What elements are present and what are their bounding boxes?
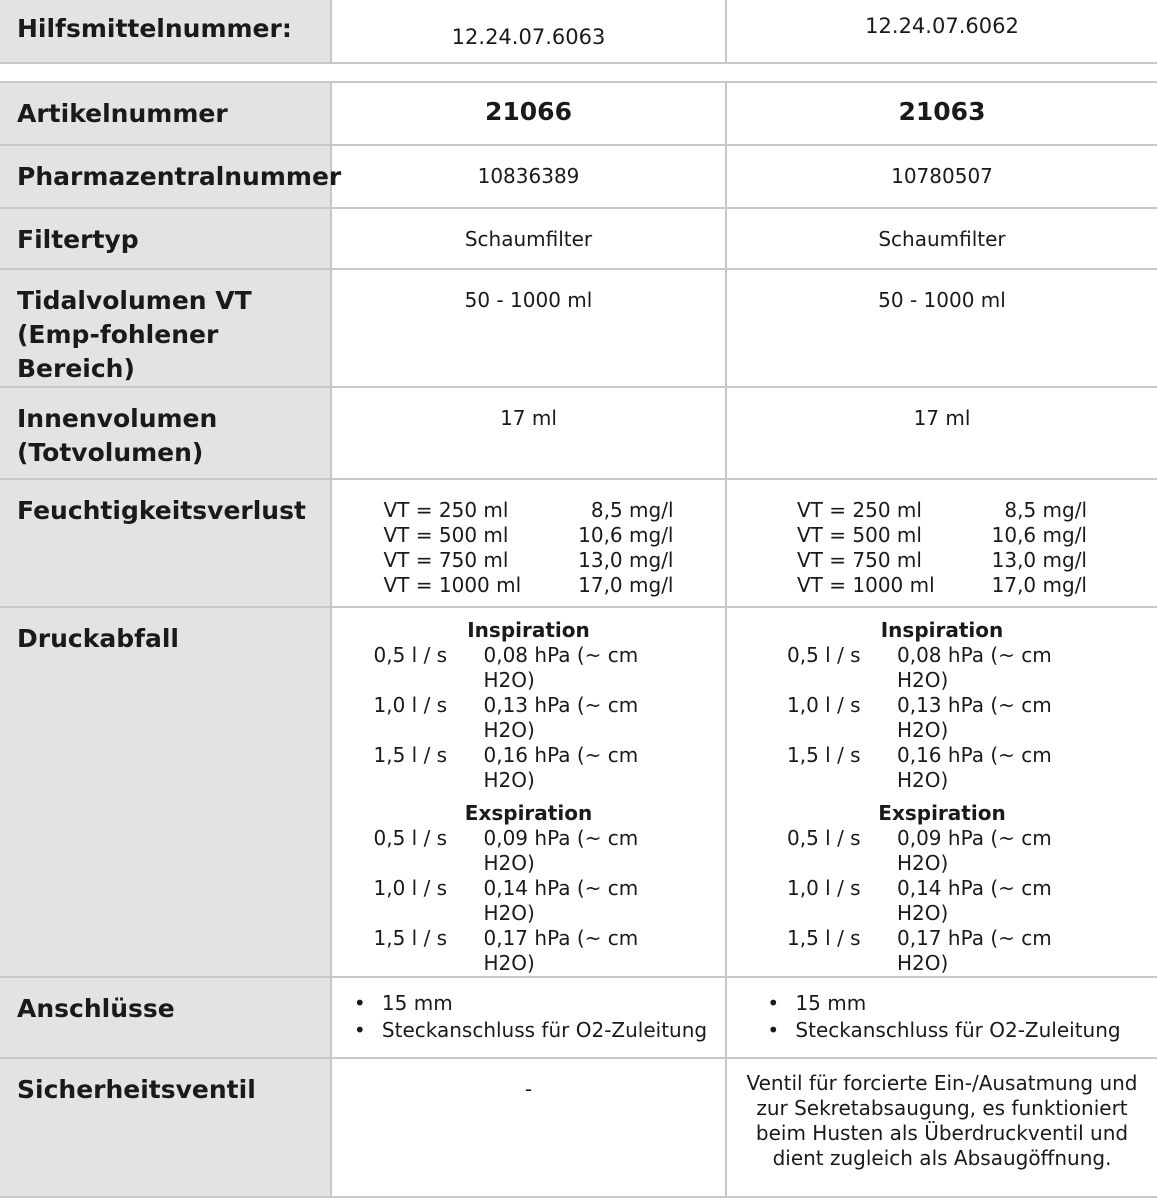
feucht-mg: 17,0 mg/l: [578, 573, 674, 597]
hilfsmittel-row: [0, 0, 1157, 64]
feucht-mg: 8,5 mg/l: [590, 498, 674, 522]
feucht-mg: 17,0 mg/l: [991, 573, 1087, 597]
row-label-filter: Filtertyp: [0, 208, 331, 269]
section-gap: [0, 64, 1157, 82]
inspiration-heading: Inspiration: [880, 618, 1004, 642]
hilfsmittel-value-2: 12.24.07.6062: [725, 0, 1157, 62]
flow-rate: 1,5 l / s: [787, 926, 861, 950]
row-label-tidal: Tidalvolumen VT (Emp-fohlener Bereich): [0, 269, 331, 387]
artikel-value-1: 21066: [331, 83, 726, 145]
anschl-value-1: [331, 977, 726, 1058]
sicher-value-1: -: [331, 1058, 726, 1197]
exspiration-heading: Exspiration: [464, 801, 593, 825]
pressure-drop: 0,17 hPa (~ cm H2O): [483, 926, 639, 975]
row-label-feucht: Feuchtigkeitsverlust: [0, 479, 331, 607]
pressure-drop: 0,16 hPa (~ cm H2O): [483, 743, 639, 792]
filter-value-2: Schaumfilter: [726, 208, 1157, 269]
feucht-vt: VT = 1000 ml: [797, 573, 935, 597]
table-row: [0, 208, 1157, 269]
flow-rate: 0,5 l / s: [787, 643, 861, 667]
row-label-anschl: Anschlüsse: [0, 977, 331, 1058]
table-row: [0, 479, 1157, 607]
hilfsmittel-value-1: 12.24.07.6063: [330, 0, 725, 62]
pressure-drop: 0,08 hPa (~ cm H2O): [897, 643, 1052, 692]
spec-table: [0, 83, 1157, 1198]
anschl-list-2: [763, 990, 1120, 1044]
feucht-vt: VT = 500 ml: [383, 523, 509, 547]
feucht-vt: VT = 250 ml: [383, 498, 509, 522]
tidal-value-1: 50 - 1000 ml: [331, 269, 726, 387]
table-row: [0, 83, 1157, 145]
flow-rate: 0,5 l / s: [373, 643, 448, 667]
feucht-value-1: [331, 479, 726, 607]
anschl-value-2: [726, 977, 1157, 1058]
pressure-drop: 0,14 hPa (~ cm H2O): [483, 876, 639, 925]
feucht-value-2: [726, 479, 1157, 607]
list-item: • 15 mm: [763, 990, 1120, 1017]
flow-rate: 1,0 l / s: [373, 876, 448, 900]
table-row: [0, 145, 1157, 208]
innen-value-1: 17 ml: [331, 387, 726, 479]
artikel-value-2: 21063: [726, 83, 1157, 145]
row-label-pzn: Pharmazentralnummer: [0, 145, 331, 208]
list-item: • Steckanschluss für O2-Zuleitung: [350, 1017, 707, 1044]
anschl-list-1: [350, 990, 707, 1044]
table-row: [0, 607, 1157, 977]
exspiration-heading: Exspiration: [878, 801, 1006, 825]
filter-value-1: Schaumfilter: [331, 208, 726, 269]
flow-rate: 0,5 l / s: [373, 826, 448, 850]
flow-rate: 1,5 l / s: [373, 926, 448, 950]
feucht-vt: VT = 750 ml: [797, 548, 922, 572]
pressure-drop: 0,09 hPa (~ cm H2O): [483, 826, 639, 875]
list-item: • 15 mm: [350, 990, 707, 1017]
table-row: [0, 1058, 1157, 1197]
tidal-value-2: 50 - 1000 ml: [726, 269, 1157, 387]
pressure-drop: 0,09 hPa (~ cm H2O): [897, 826, 1052, 875]
feucht-mg: 13,0 mg/l: [991, 548, 1087, 572]
flow-rate: 1,5 l / s: [373, 743, 448, 767]
pressure-drop: 0,16 hPa (~ cm H2O): [897, 743, 1052, 792]
pressure-drop: 0,17 hPa (~ cm H2O): [897, 926, 1052, 975]
innen-value-2: 17 ml: [726, 387, 1157, 479]
row-label-artikel: Artikelnummer: [0, 83, 331, 145]
row-label-druck: Druckabfall: [0, 607, 331, 977]
pzn-value-2: 10780507: [726, 145, 1157, 208]
hilfsmittel-label: Hilfsmittelnummer:: [0, 0, 330, 62]
feucht-mg: 10,6 mg/l: [578, 523, 674, 547]
feucht-list-1: [384, 498, 674, 598]
feucht-vt: VT = 750 ml: [383, 548, 509, 572]
row-label-sicher: Sicherheitsventil: [0, 1058, 331, 1197]
table-row: [0, 269, 1157, 387]
feucht-vt: VT = 1000 ml: [383, 573, 522, 597]
feucht-mg: 13,0 mg/l: [578, 548, 674, 572]
inspiration-heading: Inspiration: [467, 618, 590, 642]
druck-block-1: [374, 618, 684, 976]
feucht-mg: 10,6 mg/l: [991, 523, 1087, 547]
flow-rate: 1,5 l / s: [787, 743, 861, 767]
feucht-vt: VT = 250 ml: [797, 498, 922, 522]
row-label-innen: Innenvolumen (Totvolumen): [0, 387, 331, 479]
feucht-list-2: [797, 498, 1087, 598]
flow-rate: 1,0 l / s: [373, 693, 448, 717]
pressure-drop: 0,13 hPa (~ cm H2O): [897, 693, 1052, 742]
druck-value-2: [726, 607, 1157, 977]
druck-value-1: [331, 607, 726, 977]
flow-rate: 0,5 l / s: [787, 826, 861, 850]
pzn-value-1: 10836389: [331, 145, 726, 208]
pressure-drop: 0,14 hPa (~ cm H2O): [897, 876, 1052, 925]
druck-block-2: [787, 618, 1097, 976]
pressure-drop: 0,13 hPa (~ cm H2O): [483, 693, 639, 742]
list-item: • Steckanschluss für O2-Zuleitung: [763, 1017, 1120, 1044]
table-row: [0, 977, 1157, 1058]
feucht-mg: 8,5 mg/l: [1004, 498, 1087, 522]
sicher-value-2: Ventil für forcierte Ein-/Ausatmung und zur Sekretabsaugung, es funktioniert beim Husten als Überdruckventil und dient zugleich als Absaugöffnung.: [726, 1058, 1157, 1197]
feucht-vt: VT = 500 ml: [797, 523, 922, 547]
table-row: [0, 387, 1157, 479]
flow-rate: 1,0 l / s: [787, 876, 861, 900]
flow-rate: 1,0 l / s: [787, 693, 861, 717]
pressure-drop: 0,08 hPa (~ cm H2O): [483, 643, 639, 692]
